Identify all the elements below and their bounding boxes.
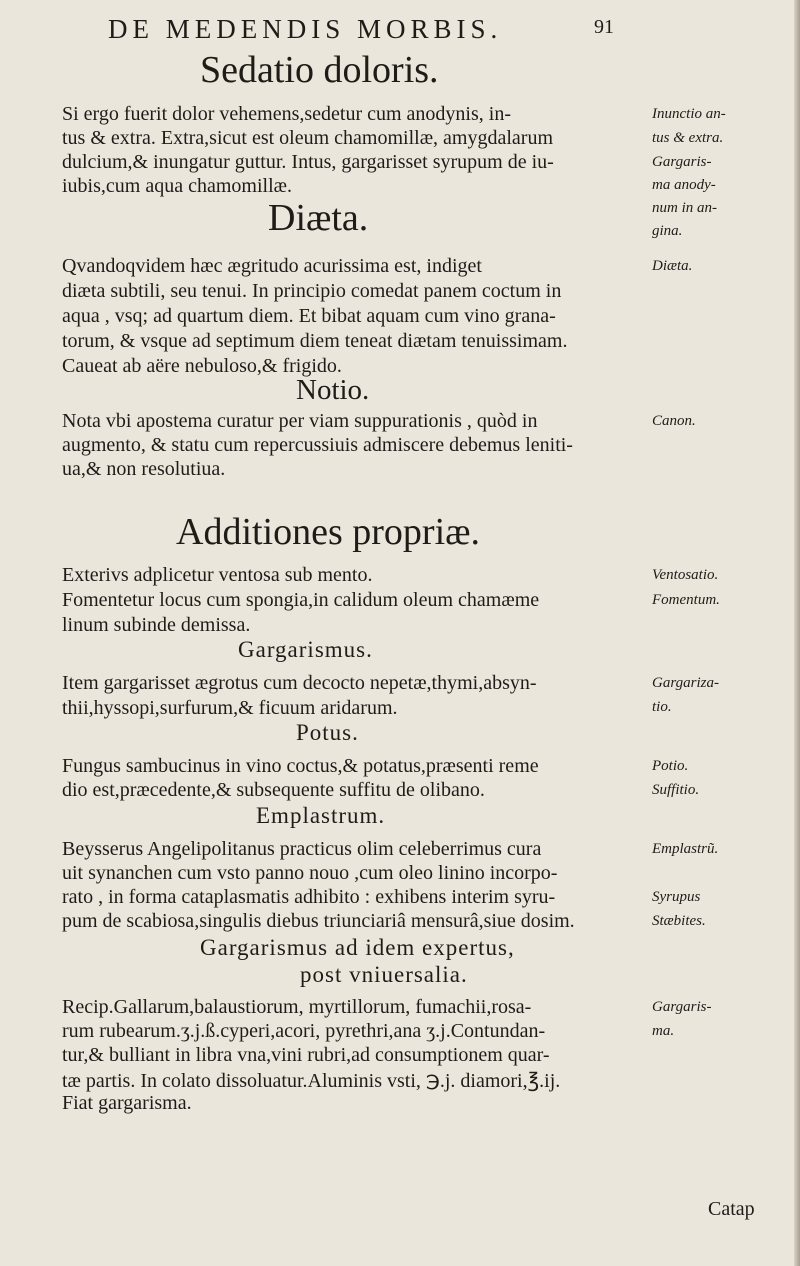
text-line: Nota vbi apostema curatur per viam suppurationis , quòd in: [62, 410, 538, 432]
text-line: linum subinde demissa.: [62, 614, 251, 636]
text-line: uit synanchen cum vsto panno nouo ,cum oleo linino incorpo-: [62, 862, 558, 884]
text-line: rum rubearum.ʒ.j.ß.cyperi,acori, pyrethri,ana ʒ.j.Contundan-: [62, 1020, 546, 1042]
margin-note: Inunctio an-: [652, 106, 726, 122]
margin-note: Ventosatio.: [652, 567, 719, 583]
catchword: Catap: [708, 1198, 755, 1220]
text-line: Fungus sambucinus in vino coctus,& potatus,præsenti reme: [62, 755, 539, 777]
page-edge: [794, 0, 800, 1266]
text-line: ua,& non resolutiua.: [62, 458, 226, 480]
heading-potus: Potus.: [296, 720, 359, 745]
heading-gargarismus-expertus: Gargarismus ad idem expertus,: [200, 935, 515, 960]
margin-note: tio.: [652, 699, 672, 715]
margin-note: num in an-: [652, 200, 717, 216]
text-line: Fiat gargarisma.: [62, 1092, 192, 1114]
margin-note: Diæta.: [652, 258, 693, 274]
margin-note: Suffitio.: [652, 782, 700, 798]
margin-note: ma.: [652, 1023, 675, 1039]
margin-note: Gargariza-: [652, 675, 719, 691]
text-line: thii,hyssopi,surfurum,& ficuum aridarum.: [62, 697, 398, 719]
text-line: dulcium,& inungatur guttur. Intus, gargarisset syrupum de iu-: [62, 151, 554, 173]
margin-note: ma anody-: [652, 177, 716, 193]
text-line: Beysserus Angelipolitanus practicus olim celeberrimus cura: [62, 838, 542, 860]
heading-diaeta: Diæta.: [268, 197, 369, 239]
text-line: dio est,præcedente,& subsequente suffitu de olibano.: [62, 779, 485, 801]
text-line: Recip.Gallarum,balaustiorum, myrtillorum, fumachii,rosa-: [62, 996, 532, 1018]
margin-note: Fomentum.: [652, 592, 720, 608]
text-line: Item gargarisset ægrotus cum decocto nepetæ,thymi,absyn-: [62, 672, 537, 694]
text-line: tæ partis. In colato dissoluatur.Aluminis vsti, ℈.j. diamori,℥.ij.: [62, 1070, 561, 1092]
margin-note: Canon.: [652, 413, 696, 429]
text-line: Caueat ab aëre nebuloso,& frigido.: [62, 355, 342, 377]
heading-additiones: Additiones propriæ.: [176, 511, 480, 553]
text-line: rato , in forma cataplasmatis adhibito : exhibens interim syru-: [62, 886, 556, 908]
margin-note: Syrupus: [652, 889, 701, 905]
text-line: augmento, & statu cum repercussiuis admiscere debemus leniti-: [62, 434, 573, 456]
margin-note: Stæbites.: [652, 913, 706, 929]
margin-note: Gargaris-: [652, 154, 712, 170]
heading-sedatio: Sedatio doloris.: [200, 49, 439, 91]
margin-note: Potio.: [652, 758, 689, 774]
text-line: aqua , vsq; ad quartum diem. Et bibat aquam cum vino grana-: [62, 305, 556, 327]
heading-notio: Notio.: [296, 374, 370, 406]
heading-gargarismus: Gargarismus.: [238, 637, 373, 662]
text-line: Fomentetur locus cum spongia,in calidum oleum chamæme: [62, 589, 540, 611]
margin-note: Gargaris-: [652, 999, 712, 1015]
text-line: Exterivs adplicetur ventosa sub mento.: [62, 564, 373, 586]
text-line: iubis,cum aqua chamomillæ.: [62, 175, 292, 197]
text-line: Si ergo fuerit dolor vehemens,sedetur cum anodynis, in-: [62, 103, 511, 125]
margin-note: gina.: [652, 223, 683, 239]
text-line: tus & extra. Extra,sicut est oleum chamomillæ, amygdalarum: [62, 127, 553, 149]
text-line: Qvandoqvidem hæc ægritudo acurissima est, indiget: [62, 255, 482, 277]
text-line: tur,& bulliant in libra vna,vini rubri,ad consumptionem quar-: [62, 1044, 550, 1066]
running-head: DE MEDENDIS MORBIS.: [108, 14, 503, 44]
page-number: 91: [594, 16, 614, 38]
text-line: pum de scabiosa,singulis diebus triunciariâ mensurâ,siue dosim.: [62, 910, 575, 932]
heading-post-vniuersalia: post vniuersalia.: [300, 962, 468, 987]
text-line: torum, & vsque ad septimum diem teneat diætam tenuissimam.: [62, 330, 568, 352]
text-line: diæta subtili, seu tenui. In principio comedat panem coctum in: [62, 280, 562, 302]
heading-emplastrum: Emplastrum.: [256, 803, 386, 828]
margin-note: tus & extra.: [652, 130, 724, 146]
margin-note: Emplastrũ.: [652, 841, 719, 857]
